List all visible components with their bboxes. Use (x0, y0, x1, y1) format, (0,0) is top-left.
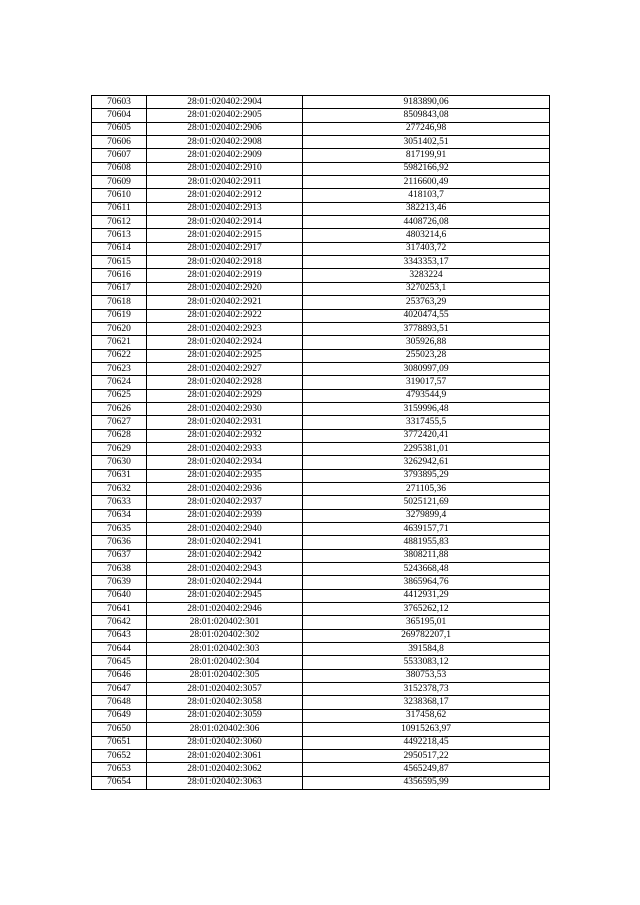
value-cell: 380753,53 (303, 669, 550, 682)
value-cell: 4492218,45 (303, 736, 550, 749)
table-row (92, 763, 550, 776)
row-number-cell: 70633 (92, 496, 147, 509)
value-cell: 3317455,5 (303, 416, 550, 429)
cadastral-number-cell: 28:01:020402:301 (147, 616, 303, 629)
value-cell: 9183890,06 (303, 96, 550, 109)
value-cell: 255023,28 (303, 349, 550, 362)
table-row (92, 96, 550, 109)
table-row (92, 229, 550, 242)
table-row (92, 269, 550, 282)
cadastral-number-cell: 28:01:020402:2921 (147, 296, 303, 309)
row-number-cell: 70604 (92, 109, 147, 122)
value-cell: 8509843,08 (303, 109, 550, 122)
cadastral-number-cell: 28:01:020402:302 (147, 629, 303, 642)
value-cell: 271105,36 (303, 482, 550, 495)
table-row (92, 256, 550, 269)
value-cell: 2295381,01 (303, 442, 550, 455)
cadastral-number-cell: 28:01:020402:3058 (147, 696, 303, 709)
row-number-cell: 70640 (92, 589, 147, 602)
cadastral-number-cell: 28:01:020402:2944 (147, 576, 303, 589)
value-cell: 5243668,48 (303, 563, 550, 576)
cadastral-number-cell: 28:01:020402:3061 (147, 749, 303, 762)
cadastral-number-cell: 28:01:020402:2941 (147, 536, 303, 549)
table-row (92, 736, 550, 749)
cadastral-number-cell: 28:01:020402:304 (147, 656, 303, 669)
table-row (92, 362, 550, 375)
table-row (92, 109, 550, 122)
table-row (92, 629, 550, 642)
cadastral-number-cell: 28:01:020402:306 (147, 723, 303, 736)
cadastral-number-cell: 28:01:020402:2909 (147, 149, 303, 162)
value-cell: 3283224 (303, 269, 550, 282)
row-number-cell: 70622 (92, 349, 147, 362)
value-cell: 253763,29 (303, 296, 550, 309)
table-row (92, 589, 550, 602)
cadastral-number-cell: 28:01:020402:303 (147, 643, 303, 656)
row-number-cell: 70619 (92, 309, 147, 322)
table-row (92, 496, 550, 509)
cadastral-number-cell: 28:01:020402:2904 (147, 96, 303, 109)
value-cell: 3765262,12 (303, 603, 550, 616)
value-cell: 3051402,51 (303, 136, 550, 149)
value-cell: 418103,7 (303, 189, 550, 202)
table-row (92, 456, 550, 469)
cadastral-number-cell: 28:01:020402:2933 (147, 442, 303, 455)
table-row (92, 162, 550, 175)
table-body (92, 96, 550, 790)
table-row (92, 202, 550, 215)
table-row (92, 136, 550, 149)
table-row (92, 149, 550, 162)
cadastral-number-cell: 28:01:020402:3060 (147, 736, 303, 749)
table-row (92, 176, 550, 189)
value-cell: 3793895,29 (303, 469, 550, 482)
value-cell: 391584,8 (303, 643, 550, 656)
cadastral-number-cell: 28:01:020402:2913 (147, 202, 303, 215)
cadastral-number-cell: 28:01:020402:2906 (147, 122, 303, 135)
table-row (92, 549, 550, 562)
row-number-cell: 70653 (92, 763, 147, 776)
row-number-cell: 70638 (92, 563, 147, 576)
value-cell: 4881955,83 (303, 536, 550, 549)
cadastral-number-cell: 28:01:020402:2924 (147, 336, 303, 349)
row-number-cell: 70620 (92, 322, 147, 335)
row-number-cell: 70650 (92, 723, 147, 736)
row-number-cell: 70606 (92, 136, 147, 149)
table-row (92, 523, 550, 536)
cadastral-number-cell: 28:01:020402:3057 (147, 683, 303, 696)
row-number-cell: 70646 (92, 669, 147, 682)
cadastral-number-cell: 28:01:020402:2925 (147, 349, 303, 362)
value-cell: 5533083,12 (303, 656, 550, 669)
row-number-cell: 70648 (92, 696, 147, 709)
value-cell: 3343353,17 (303, 256, 550, 269)
table-row (92, 776, 550, 789)
row-number-cell: 70621 (92, 336, 147, 349)
value-cell: 4639157,71 (303, 523, 550, 536)
table-row (92, 482, 550, 495)
cadastral-number-cell: 28:01:020402:2928 (147, 376, 303, 389)
value-cell: 4356595,99 (303, 776, 550, 789)
table-row (92, 603, 550, 616)
value-cell: 3279899,4 (303, 509, 550, 522)
cadastral-number-cell: 28:01:020402:2912 (147, 189, 303, 202)
cadastral-number-cell: 28:01:020402:2931 (147, 416, 303, 429)
cadastral-number-cell: 28:01:020402:2914 (147, 216, 303, 229)
row-number-cell: 70627 (92, 416, 147, 429)
row-number-cell: 70654 (92, 776, 147, 789)
table-row (92, 122, 550, 135)
value-cell: 3159996,48 (303, 402, 550, 415)
row-number-cell: 70632 (92, 482, 147, 495)
row-number-cell: 70630 (92, 456, 147, 469)
row-number-cell: 70634 (92, 509, 147, 522)
row-number-cell: 70607 (92, 149, 147, 162)
table-row (92, 723, 550, 736)
value-cell: 3262942,61 (303, 456, 550, 469)
table-row (92, 709, 550, 722)
value-cell: 3808211,88 (303, 549, 550, 562)
cadastral-number-cell: 28:01:020402:2945 (147, 589, 303, 602)
table-row (92, 669, 550, 682)
cadastral-number-cell: 28:01:020402:2943 (147, 563, 303, 576)
row-number-cell: 70631 (92, 469, 147, 482)
value-cell: 2950517,22 (303, 749, 550, 762)
row-number-cell: 70642 (92, 616, 147, 629)
value-cell: 317458,62 (303, 709, 550, 722)
table-row (92, 376, 550, 389)
cadastral-number-cell: 28:01:020402:305 (147, 669, 303, 682)
row-number-cell: 70635 (92, 523, 147, 536)
cadastral-number-cell: 28:01:020402:2934 (147, 456, 303, 469)
cadastral-number-cell: 28:01:020402:2920 (147, 282, 303, 295)
cadastral-number-cell: 28:01:020402:2940 (147, 523, 303, 536)
value-cell: 3270253,1 (303, 282, 550, 295)
value-cell: 2116600,49 (303, 176, 550, 189)
row-number-cell: 70636 (92, 536, 147, 549)
row-number-cell: 70616 (92, 269, 147, 282)
table-row (92, 563, 550, 576)
row-number-cell: 70637 (92, 549, 147, 562)
table-row (92, 656, 550, 669)
cadastral-number-cell: 28:01:020402:2915 (147, 229, 303, 242)
cadastral-number-cell: 28:01:020402:3063 (147, 776, 303, 789)
row-number-cell: 70614 (92, 242, 147, 255)
value-cell: 4803214,6 (303, 229, 550, 242)
table-row (92, 509, 550, 522)
table-row (92, 189, 550, 202)
row-number-cell: 70624 (92, 376, 147, 389)
row-number-cell: 70639 (92, 576, 147, 589)
row-number-cell: 70645 (92, 656, 147, 669)
cadastral-number-cell: 28:01:020402:2905 (147, 109, 303, 122)
row-number-cell: 70628 (92, 429, 147, 442)
cadastral-number-cell: 28:01:020402:2908 (147, 136, 303, 149)
row-number-cell: 70652 (92, 749, 147, 762)
cadastral-number-cell: 28:01:020402:2930 (147, 402, 303, 415)
value-cell: 317403,72 (303, 242, 550, 255)
table-row (92, 309, 550, 322)
table-row (92, 242, 550, 255)
cadastral-number-cell: 28:01:020402:2922 (147, 309, 303, 322)
row-number-cell: 70626 (92, 402, 147, 415)
cadastral-number-cell: 28:01:020402:2923 (147, 322, 303, 335)
cadastral-number-cell: 28:01:020402:3062 (147, 763, 303, 776)
cadastral-number-cell: 28:01:020402:2932 (147, 429, 303, 442)
row-number-cell: 70615 (92, 256, 147, 269)
table-row (92, 389, 550, 402)
row-number-cell: 70649 (92, 709, 147, 722)
value-cell: 5982166,92 (303, 162, 550, 175)
cadastral-number-cell: 28:01:020402:2937 (147, 496, 303, 509)
row-number-cell: 70625 (92, 389, 147, 402)
row-number-cell: 70651 (92, 736, 147, 749)
value-cell: 3778893,51 (303, 322, 550, 335)
cadastral-number-cell: 28:01:020402:2946 (147, 603, 303, 616)
value-cell: 3080997,09 (303, 362, 550, 375)
row-number-cell: 70647 (92, 683, 147, 696)
value-cell: 4020474,55 (303, 309, 550, 322)
table-row (92, 643, 550, 656)
value-cell: 4412931,29 (303, 589, 550, 602)
value-cell: 817199,91 (303, 149, 550, 162)
row-number-cell: 70611 (92, 202, 147, 215)
cadastral-value-table (91, 95, 550, 790)
row-number-cell: 70617 (92, 282, 147, 295)
value-cell: 10915263,97 (303, 723, 550, 736)
table-row (92, 349, 550, 362)
cadastral-number-cell: 28:01:020402:2935 (147, 469, 303, 482)
table-row (92, 216, 550, 229)
cadastral-number-cell: 28:01:020402:3059 (147, 709, 303, 722)
table-row (92, 336, 550, 349)
row-number-cell: 70644 (92, 643, 147, 656)
row-number-cell: 70603 (92, 96, 147, 109)
row-number-cell: 70623 (92, 362, 147, 375)
value-cell: 277246,98 (303, 122, 550, 135)
cadastral-number-cell: 28:01:020402:2917 (147, 242, 303, 255)
value-cell: 319017,57 (303, 376, 550, 389)
cadastral-number-cell: 28:01:020402:2919 (147, 269, 303, 282)
value-cell: 4408726,08 (303, 216, 550, 229)
cadastral-number-cell: 28:01:020402:2918 (147, 256, 303, 269)
value-cell: 3865964,76 (303, 576, 550, 589)
table-row (92, 469, 550, 482)
row-number-cell: 70610 (92, 189, 147, 202)
table-row (92, 402, 550, 415)
table-row (92, 282, 550, 295)
row-number-cell: 70618 (92, 296, 147, 309)
row-number-cell: 70613 (92, 229, 147, 242)
row-number-cell: 70643 (92, 629, 147, 642)
cadastral-number-cell: 28:01:020402:2911 (147, 176, 303, 189)
value-cell: 382213,46 (303, 202, 550, 215)
table-row (92, 429, 550, 442)
row-number-cell: 70609 (92, 176, 147, 189)
value-cell: 305926,88 (303, 336, 550, 349)
table-row (92, 576, 550, 589)
table-row (92, 536, 550, 549)
value-cell: 4793544,9 (303, 389, 550, 402)
cadastral-number-cell: 28:01:020402:2929 (147, 389, 303, 402)
value-cell: 269782207,1 (303, 629, 550, 642)
cadastral-number-cell: 28:01:020402:2927 (147, 362, 303, 375)
row-number-cell: 70641 (92, 603, 147, 616)
value-cell: 5025121,69 (303, 496, 550, 509)
row-number-cell: 70629 (92, 442, 147, 455)
table-row (92, 616, 550, 629)
row-number-cell: 70612 (92, 216, 147, 229)
value-cell: 3152378,73 (303, 683, 550, 696)
row-number-cell: 70605 (92, 122, 147, 135)
value-cell: 4565249,87 (303, 763, 550, 776)
table-row (92, 683, 550, 696)
table-row (92, 322, 550, 335)
table-row (92, 442, 550, 455)
value-cell: 365195,01 (303, 616, 550, 629)
cadastral-number-cell: 28:01:020402:2939 (147, 509, 303, 522)
cadastral-number-cell: 28:01:020402:2942 (147, 549, 303, 562)
row-number-cell: 70608 (92, 162, 147, 175)
value-cell: 3772420,41 (303, 429, 550, 442)
table-row (92, 696, 550, 709)
table-row (92, 416, 550, 429)
cadastral-number-cell: 28:01:020402:2936 (147, 482, 303, 495)
value-cell: 3238368,17 (303, 696, 550, 709)
table-row (92, 749, 550, 762)
cadastral-number-cell: 28:01:020402:2910 (147, 162, 303, 175)
table-row (92, 296, 550, 309)
